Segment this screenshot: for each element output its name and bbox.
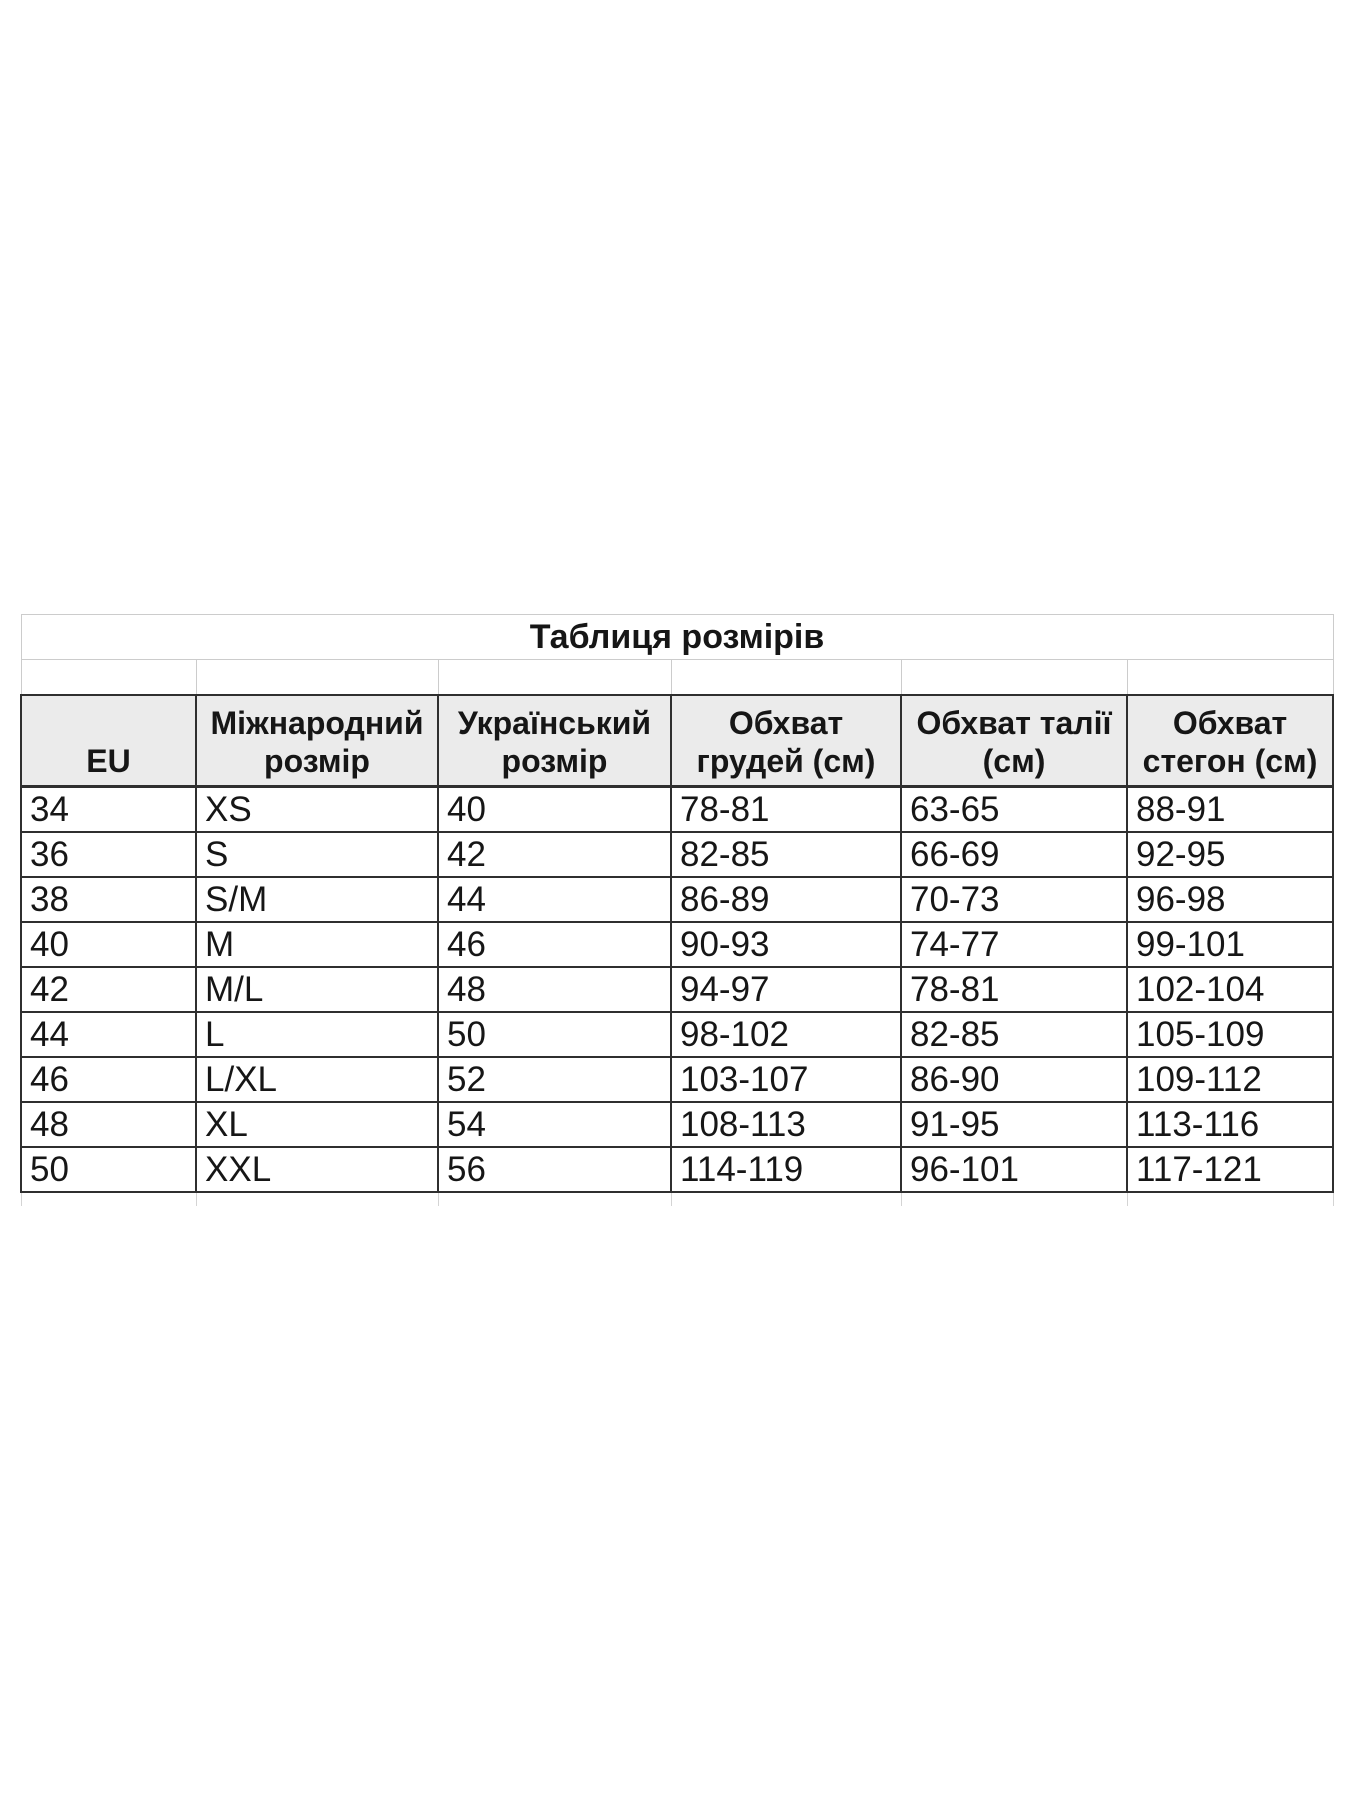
table-cell: 86-89 [671,877,901,922]
table-cell: 113-116 [1127,1102,1333,1147]
table-cell: 88-91 [1127,787,1333,833]
size-table [20,614,1334,1206]
column-header-waist: Обхват талії (см) [901,695,1127,787]
table-cell: S/M [196,877,438,922]
ghost-cell [1127,1192,1333,1206]
table-row [21,1012,1333,1057]
header-row [21,695,1333,787]
table-cell: 86-90 [901,1057,1127,1102]
table-cell: 40 [438,787,671,833]
table-cell: 46 [21,1057,196,1102]
title-row [21,615,1333,660]
table-cell: 102-104 [1127,967,1333,1012]
table-cell: 103-107 [671,1057,901,1102]
table-row [21,877,1333,922]
spacer-cell [901,660,1127,696]
table-cell: 91-95 [901,1102,1127,1147]
column-header-hips: Обхват стегон (см) [1127,695,1333,787]
ghost-cell [438,1192,671,1206]
ghost-row [21,1192,1333,1206]
table-cell: 63-65 [901,787,1127,833]
table-row [21,787,1333,833]
table-row [21,832,1333,877]
table-cell: 44 [21,1012,196,1057]
table-cell: 70-73 [901,877,1127,922]
table-cell: 99-101 [1127,922,1333,967]
table-cell: 38 [21,877,196,922]
ghost-cell [671,1192,901,1206]
table-cell: 108-113 [671,1102,901,1147]
ghost-cell [21,1192,196,1206]
spacer-row [21,660,1333,696]
table-cell: XXL [196,1147,438,1192]
spacer-cell [1127,660,1333,696]
table-cell: 66-69 [901,832,1127,877]
table-cell: 54 [438,1102,671,1147]
ghost-cell [901,1192,1127,1206]
table-cell: 98-102 [671,1012,901,1057]
spacer-cell [438,660,671,696]
table-row [21,967,1333,1012]
table-cell: M [196,922,438,967]
table-cell: 48 [21,1102,196,1147]
table-cell: 50 [438,1012,671,1057]
table-title: Таблиця розмірів [21,615,1333,660]
table-cell: 96-98 [1127,877,1333,922]
table-cell: 50 [21,1147,196,1192]
table-cell: 52 [438,1057,671,1102]
table-cell: XL [196,1102,438,1147]
table-row [21,1057,1333,1102]
column-header-chest: Обхват грудей (см) [671,695,901,787]
table-cell: M/L [196,967,438,1012]
column-header-international-size: Міжнародний розмір [196,695,438,787]
table-cell: 92-95 [1127,832,1333,877]
table-cell: 46 [438,922,671,967]
table-cell: 105-109 [1127,1012,1333,1057]
table-cell: 82-85 [671,832,901,877]
table-cell: 42 [21,967,196,1012]
spacer-cell [671,660,901,696]
table-cell: 109-112 [1127,1057,1333,1102]
table-cell: 114-119 [671,1147,901,1192]
table-cell: 36 [21,832,196,877]
table-cell: XS [196,787,438,833]
table-cell: S [196,832,438,877]
table-cell: 96-101 [901,1147,1127,1192]
table-cell: 117-121 [1127,1147,1333,1192]
table-cell: 78-81 [671,787,901,833]
ghost-cell [196,1192,438,1206]
table-cell: 78-81 [901,967,1127,1012]
table-row [21,922,1333,967]
table-cell: L/XL [196,1057,438,1102]
table-row [21,1102,1333,1147]
table-cell: 94-97 [671,967,901,1012]
table-cell: 48 [438,967,671,1012]
table-cell: L [196,1012,438,1057]
column-header-ukrainian-size: Український розмір [438,695,671,787]
table-cell: 44 [438,877,671,922]
table-cell: 40 [21,922,196,967]
table-cell: 56 [438,1147,671,1192]
table-cell: 82-85 [901,1012,1127,1057]
table-row [21,1147,1333,1192]
table-cell: 42 [438,832,671,877]
spacer-cell [21,660,196,696]
table-cell: 74-77 [901,922,1127,967]
column-header-eu: EU [21,695,196,787]
spacer-cell [196,660,438,696]
table-cell: 90-93 [671,922,901,967]
table-cell: 34 [21,787,196,833]
